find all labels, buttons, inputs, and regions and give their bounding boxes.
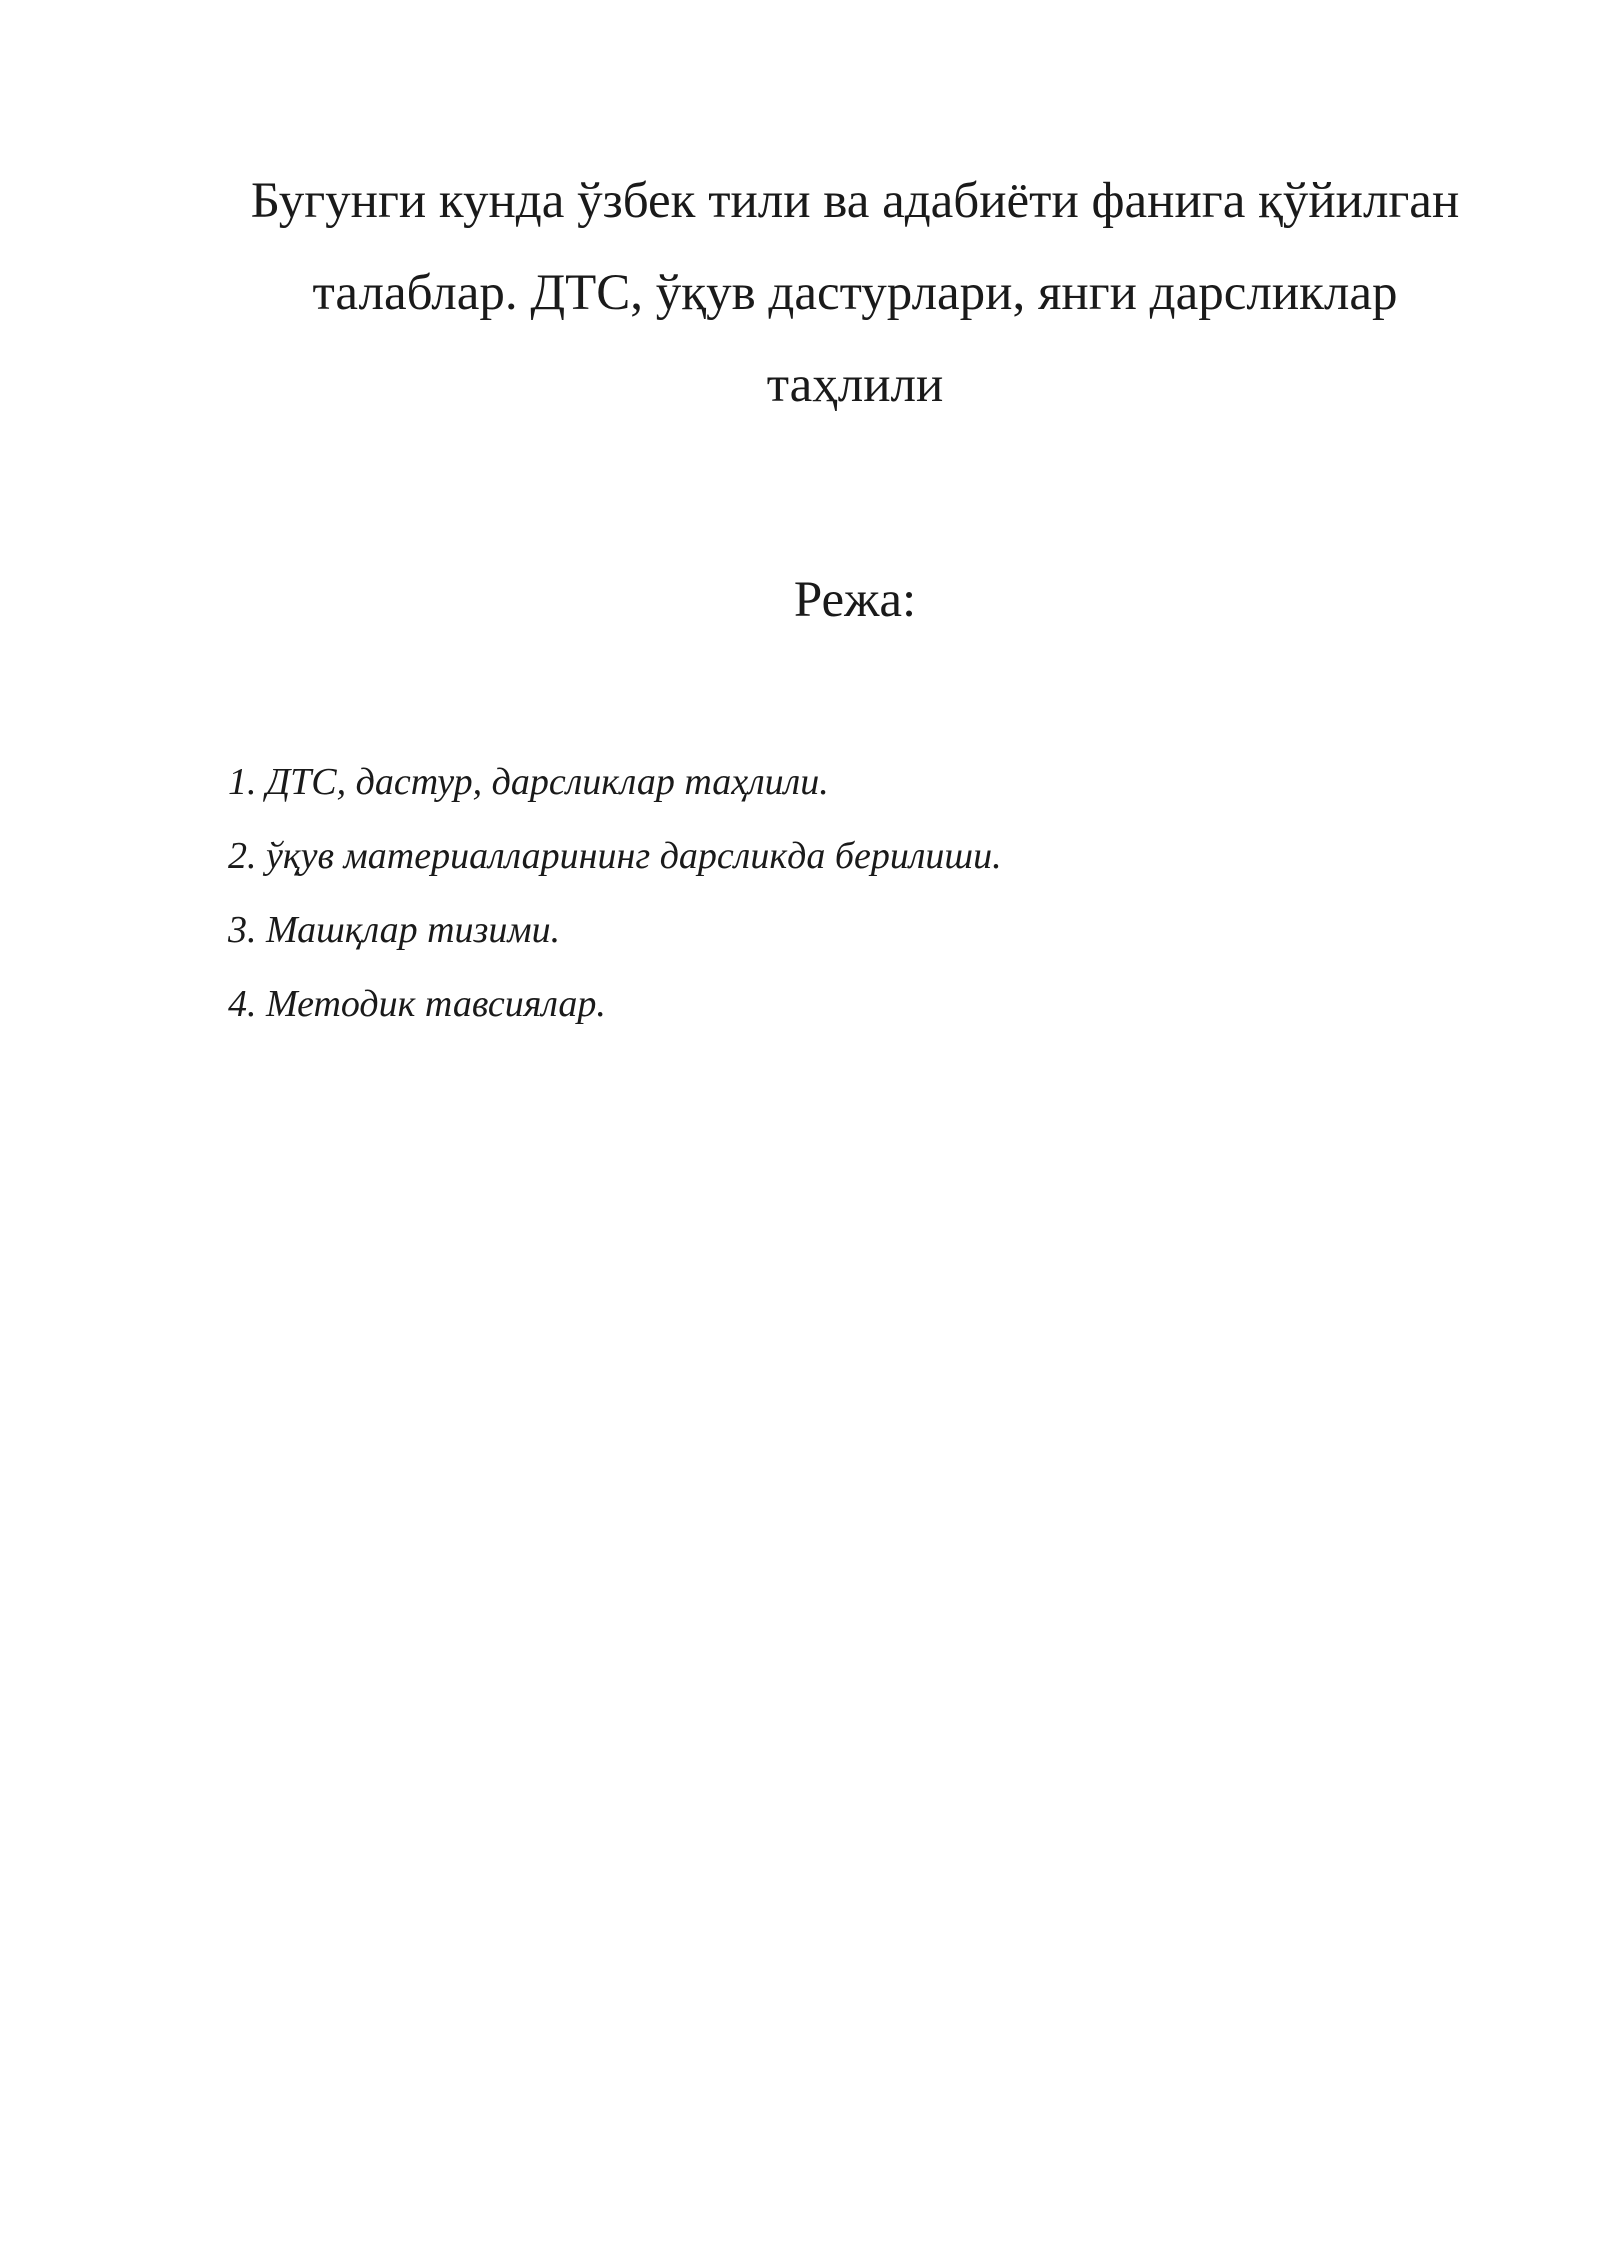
plan-list — [228, 745, 1428, 1041]
plan-item: 3. Машқлар тизими. — [228, 909, 561, 951]
plan-item: 2. ўқув материалларининг дарсликда берилиши. — [228, 835, 1002, 877]
plan-item: 4. Методик тавсиялар. — [228, 983, 606, 1025]
document-title: Бугунги кунда ўзбек тили ва адабиёти фанига қўйилган талаблар. ДТС, ўқув дастурлари, янги дарсликлар таҳлили — [250, 173, 1460, 413]
plan-item: 1. ДТС, дастур, дарсликлар таҳлили. — [228, 761, 829, 803]
plan-heading: Режа: — [793, 572, 917, 628]
